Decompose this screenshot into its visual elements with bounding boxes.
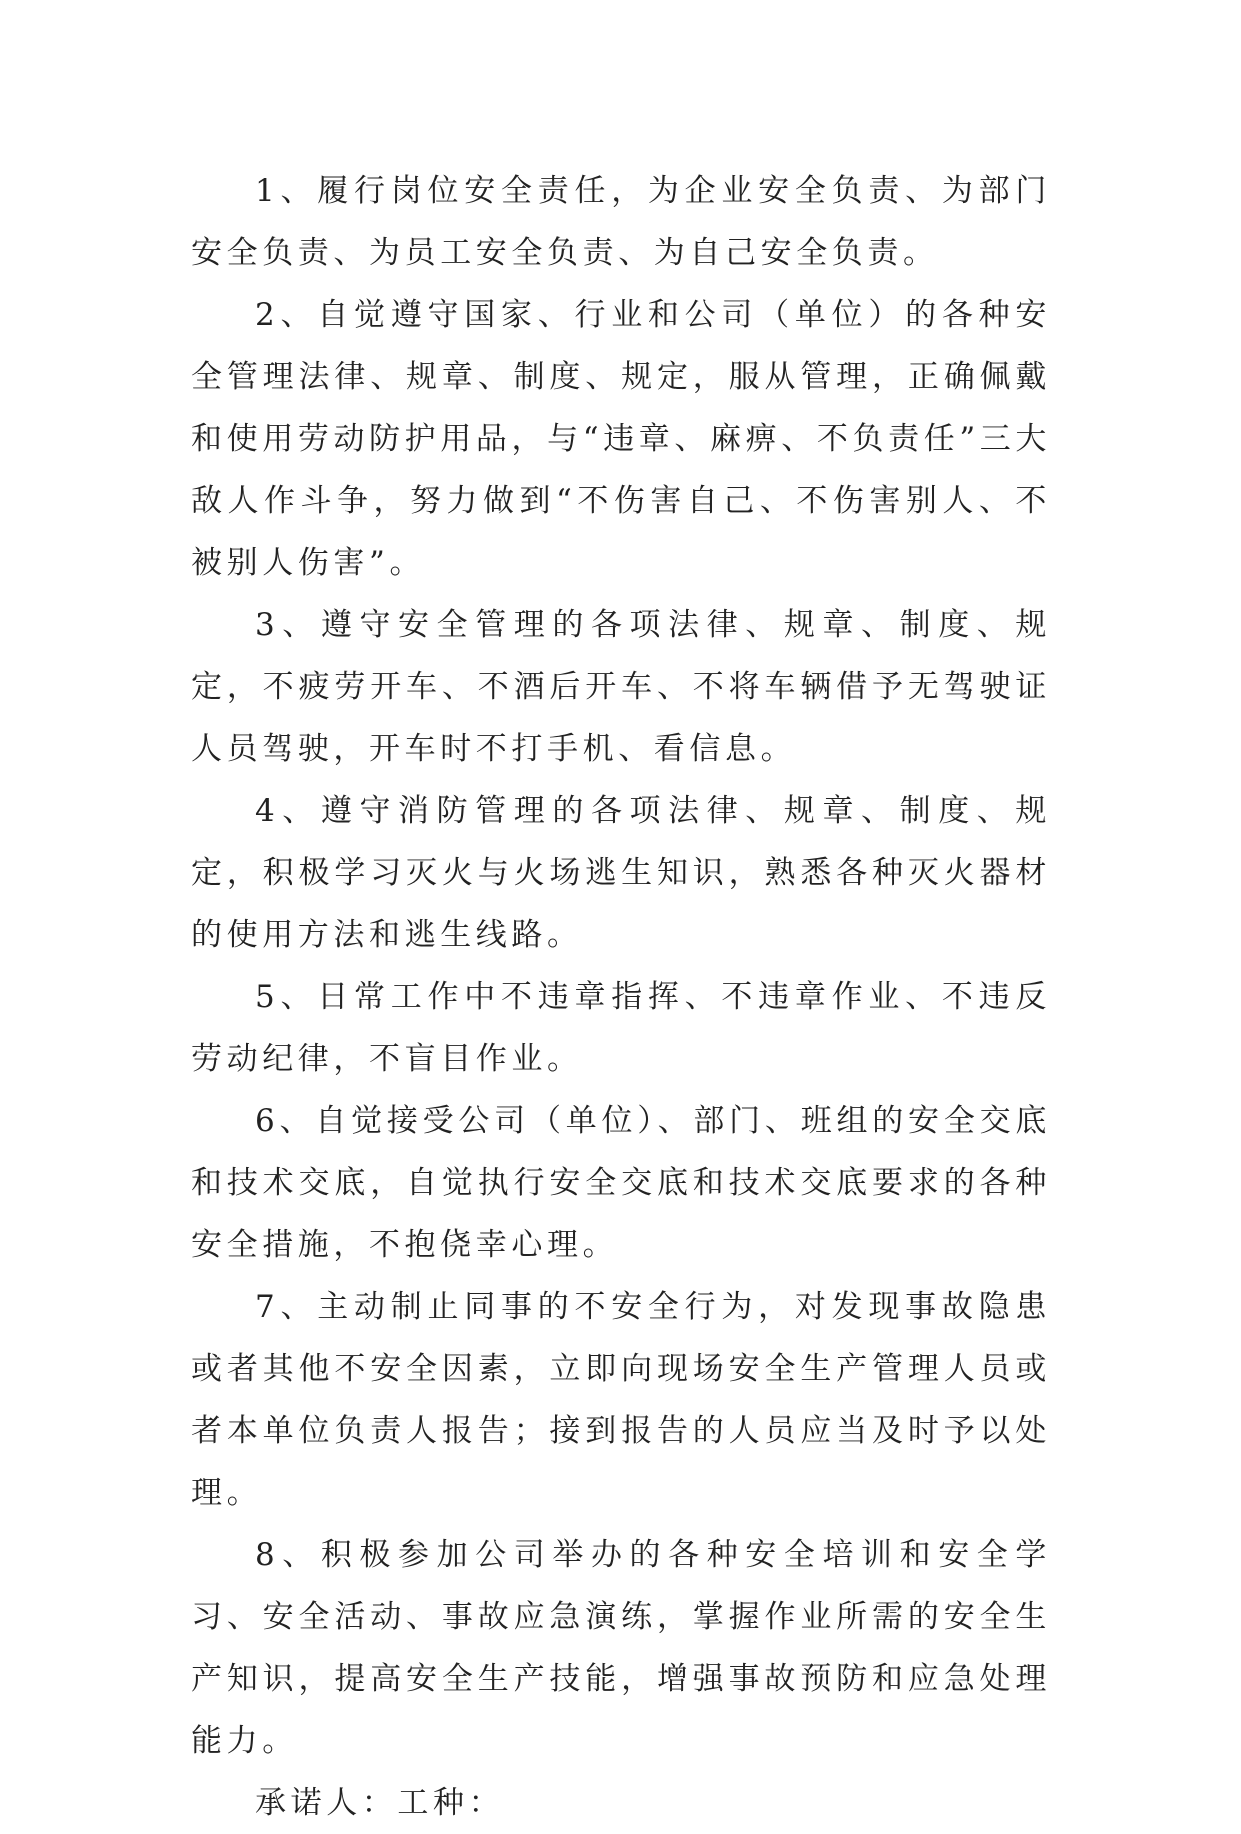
commitment-item-8: 8、积极参加公司举办的各种安全培训和安全学习、安全活动、事故应急演练，掌握作业所需的安全生产知识，提高安全生产技能，增强事故预防和应急处理能力。 (191, 1537, 1051, 1759)
commitment-item-4: 4、遵守消防管理的各项法律、规章、制度、规定，积极学习灭火与火场逃生知识，熟悉各种灭火器材的使用方法和逃生线路。 (191, 793, 1051, 953)
commitment-item-1: 1、履行岗位安全责任，为企业安全负责、为部门安全负责、为员工安全负责、为自己安全负责。 (191, 173, 1051, 271)
promisor-label: 承诺人： (255, 1785, 398, 1821)
commitment-item-3: 3、遵守安全管理的各项法律、规章、制度、规定，不疲劳开车、不酒后开车、不将车辆借予无驾驶证人员驾驶，开车时不打手机、看信息。 (191, 607, 1051, 767)
commitment-item-5: 5、日常工作中不违章指挥、不违章作业、不违反劳动纪律，不盲目作业。 (191, 979, 1051, 1077)
job-type-label: 工种： (397, 1785, 505, 1821)
commitment-item-6: 6、自觉接受公司（单位）、部门、班组的安全交底和技术交底，自觉执行安全交底和技术交底要求的各种安全措施，不抱侥幸心理。 (191, 1103, 1051, 1263)
signature-line (191, 1772, 1051, 1834)
commitment-item-2: 2、自觉遵守国家、行业和公司（单位）的各种安全管理法律、规章、制度、规定，服从管理，正确佩戴和使用劳动防护用品，与“违章、麻痹、不负责任”三大敌人作斗争，努力做到“不伤害自己、不伤害别人、不被别人伤害”。 (191, 297, 1051, 581)
commitment-item-7: 7、主动制止同事的不安全行为，对发现事故隐患或者其他不安全因素，立即向现场安全生产管理人员或者本单位负责人报告；接到报告的人员应当及时予以处理。 (191, 1289, 1051, 1511)
document-body (191, 160, 1051, 1834)
